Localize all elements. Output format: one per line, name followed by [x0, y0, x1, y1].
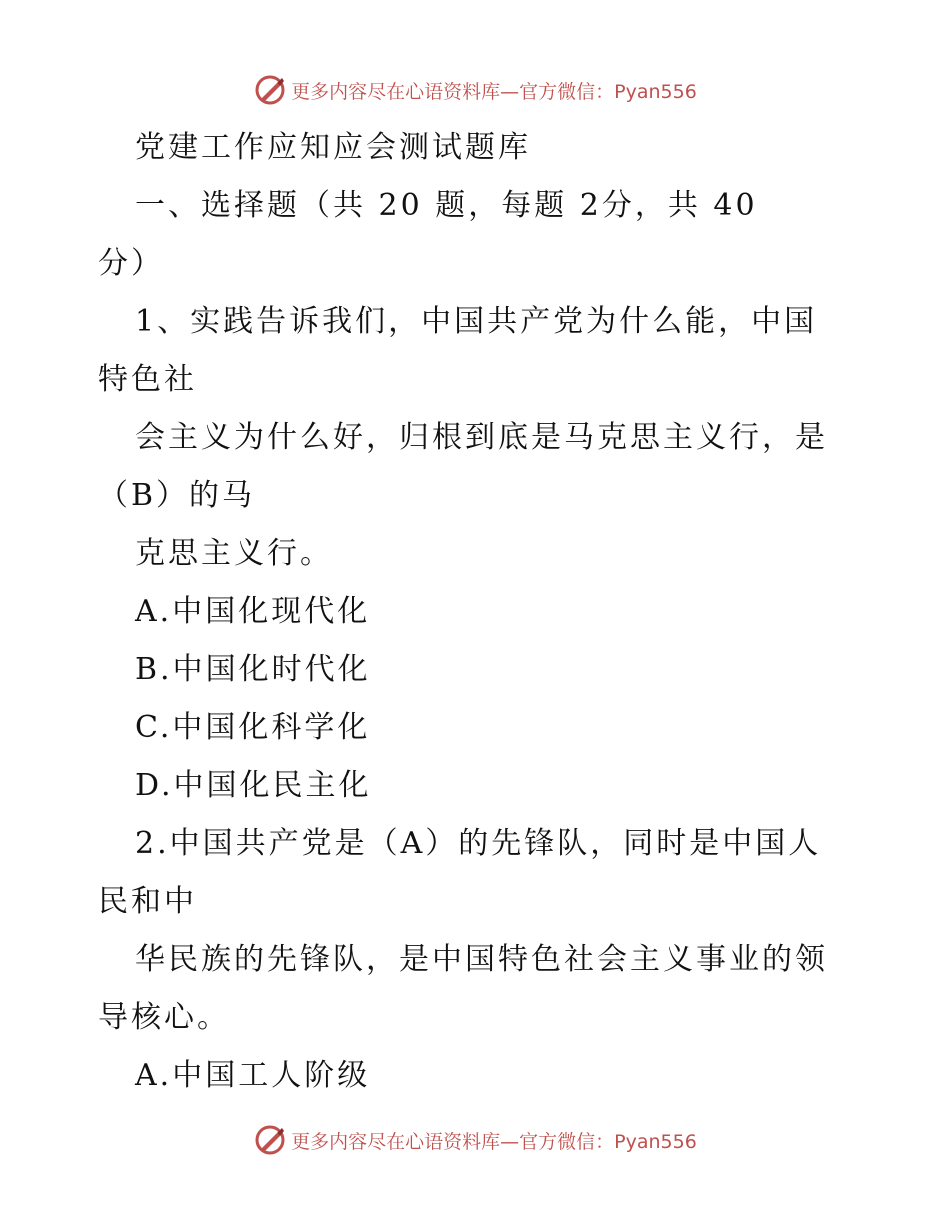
pen-logo-icon — [253, 73, 287, 107]
question-2-line-1: 2.中国共产党是（A）的先锋队，同时是中国人 — [135, 826, 822, 861]
header-banner — [0, 70, 950, 110]
section-heading-cont: 分） — [98, 246, 164, 281]
section-heading: 一、选择题（共 20 题，每题 2分，共 40 — [135, 188, 758, 223]
question-1-line-5: 克思主义行。 — [135, 536, 333, 571]
footer-banner — [0, 1120, 950, 1160]
question-1-line-3: 会主义为什么好，归根到底是马克思主义行，是 — [135, 420, 828, 455]
question-2-line-4: 导核心。 — [98, 1000, 230, 1035]
document-title: 党建工作应知应会测试题库 — [135, 130, 531, 165]
banner-wechat: 官方微信：Pyan556 — [519, 1130, 697, 1153]
question-1-option-c: C.中国化科学化 — [135, 710, 371, 745]
banner-separator: — — [500, 80, 520, 103]
question-1-option-a: A.中国化现代化 — [135, 594, 371, 629]
pen-logo-icon — [253, 1123, 287, 1157]
banner-separator: — — [500, 1130, 520, 1153]
question-1-line-2: 特色社 — [98, 362, 197, 397]
question-1-line-4: （B）的马 — [98, 478, 256, 513]
banner-text: 更多内容尽在心语资料库 — [291, 80, 501, 103]
question-2-line-2: 民和中 — [98, 884, 197, 919]
question-2-line-3: 华民族的先锋队，是中国特色社会主义事业的领 — [135, 942, 828, 977]
question-1-line-1: 1、实践告诉我们，中国共产党为什么能，中国 — [135, 304, 818, 339]
question-1-option-b: B.中国化时代化 — [135, 652, 371, 687]
question-1-option-d: D.中国化民主化 — [135, 768, 372, 803]
banner-text: 更多内容尽在心语资料库 — [291, 1130, 501, 1153]
banner-wechat: 官方微信：Pyan556 — [519, 80, 697, 103]
question-2-option-a: A.中国工人阶级 — [135, 1058, 371, 1093]
